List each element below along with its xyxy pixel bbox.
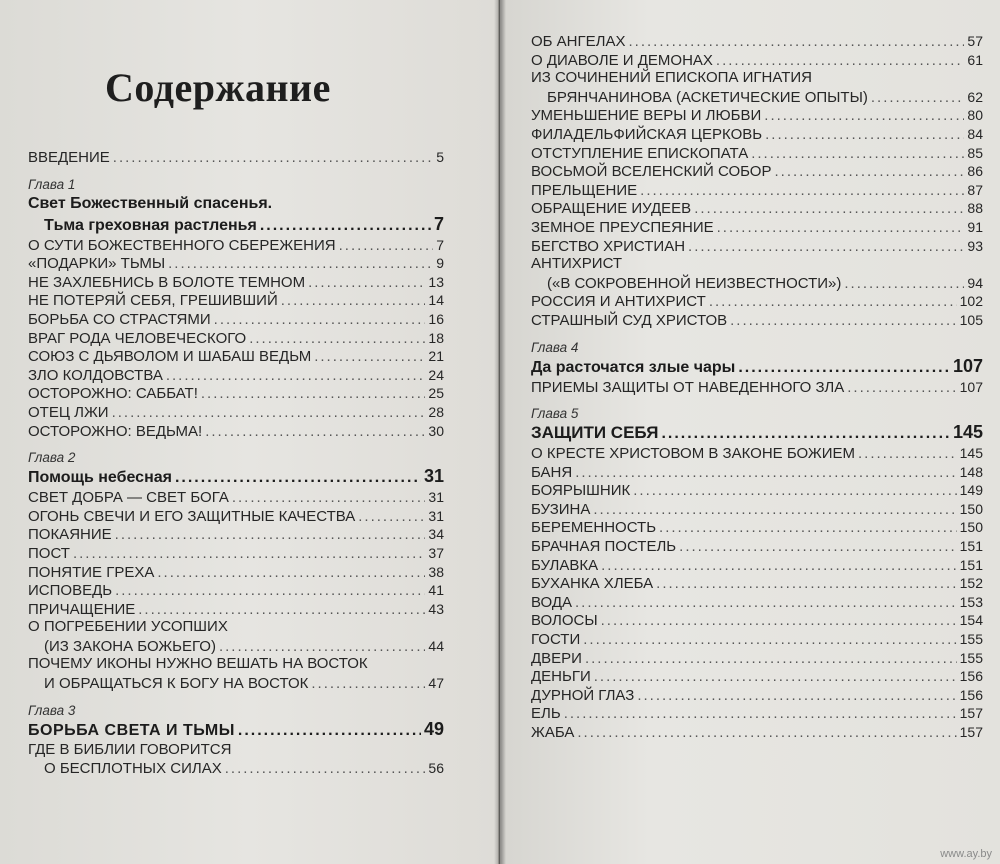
toc-label: ОТСТУПЛЕНИЕ ЕПИСКОПАТА — [531, 144, 749, 162]
leader-dots — [688, 238, 964, 257]
toc-page-number: 153 — [959, 593, 983, 610]
toc-page-number: 44 — [428, 637, 444, 654]
toc-page-number: 31 — [428, 489, 444, 506]
chapter-page-number: 145 — [952, 422, 983, 443]
leader-dots — [717, 219, 965, 238]
leader-dots — [764, 107, 964, 126]
toc-entry[interactable] — [531, 51, 983, 70]
toc-entry[interactable] — [28, 329, 444, 348]
chapter-heading: Глава 5 — [531, 406, 579, 422]
leader-dots — [358, 508, 425, 527]
leader-dots — [637, 687, 956, 706]
toc-label: ОБ АНГЕЛАХ — [531, 33, 626, 50]
toc-entry[interactable] — [531, 162, 983, 181]
toc-label: О ПОГРЕБЕНИИ УСОПШИХ — [28, 618, 228, 636]
toc-label: ПРЕЛЬЩЕНИЕ — [531, 181, 638, 199]
leader-dots — [847, 379, 956, 398]
toc-page-number: 41 — [428, 582, 444, 599]
toc-page-number: 105 — [959, 311, 983, 328]
leader-dots — [661, 423, 950, 444]
toc-entry[interactable] — [28, 384, 444, 403]
leader-dots — [694, 200, 964, 219]
toc-label: ЖАБА — [531, 724, 575, 741]
toc-page-number: 157 — [959, 724, 983, 740]
chapter-title-row[interactable] — [28, 719, 444, 741]
toc-label: ФИЛАДЕЛЬФИЙСКАЯ ЦЕРКОВЬ — [531, 125, 763, 143]
leader-dots — [232, 489, 426, 508]
toc-page-number: 148 — [959, 463, 983, 480]
toc-page-number: 21 — [428, 348, 444, 365]
leader-dots — [73, 545, 425, 564]
leader-dots — [168, 255, 433, 274]
chapter-title-row[interactable] — [28, 466, 444, 488]
toc-page-number: 16 — [428, 310, 444, 327]
toc-label: БУЗИНА — [531, 500, 591, 518]
toc-page-number: 9 — [436, 255, 444, 272]
chapter-title: БОРЬБА СВЕТА И ТЬМЫ — [28, 721, 235, 739]
toc-page-number: 25 — [428, 385, 444, 402]
toc-label: ВВЕДЕНИЕ — [28, 149, 110, 166]
toc-page-number: 28 — [428, 403, 444, 420]
leader-dots — [594, 668, 957, 687]
toc-entry[interactable] — [28, 581, 444, 600]
toc-page-number: 154 — [959, 612, 983, 629]
toc-page-number: 151 — [959, 538, 983, 555]
toc-label: ЗЕМНОЕ ПРЕУСПЕЯНИЕ — [531, 218, 714, 236]
chapter-title: Помощь небесная — [28, 469, 172, 487]
toc-label: ОБРАЩЕНИЕ ИУДЕЕВ — [531, 200, 692, 218]
toc-entry[interactable] — [28, 422, 444, 441]
toc-label: ДУРНОЙ ГЛАЗ — [531, 686, 635, 704]
chapter-page-number: 107 — [952, 355, 983, 376]
toc-page-number: 150 — [959, 500, 983, 517]
toc-entry[interactable] — [28, 525, 444, 544]
toc-label: СТРАШНЫЙ СУД ХРИСТОВ — [531, 311, 728, 329]
toc-label: БОРЬБА СО СТРАСТЯМИ — [28, 310, 211, 328]
toc-entry[interactable] — [531, 574, 983, 593]
leader-dots — [716, 52, 965, 71]
toc-label: (ИЗ ЗАКОНА БОЖЬЕГО) — [44, 637, 216, 655]
toc-page-number: 156 — [959, 686, 983, 703]
leader-dots — [656, 575, 956, 594]
toc-label: ВОЛОСЫ — [531, 612, 598, 630]
leader-dots — [214, 311, 426, 330]
leader-dots — [339, 237, 434, 256]
toc-entry[interactable] — [28, 507, 444, 526]
toc-entry-intro[interactable] — [28, 148, 444, 167]
toc-page-number: 38 — [428, 563, 444, 580]
toc-entry[interactable] — [531, 649, 983, 668]
toc-page-number: 156 — [959, 668, 983, 685]
right-page — [500, 0, 1000, 864]
toc-label: ПОЧЕМУ ИКОНЫ НУЖНО ВЕШАТЬ НА ВОСТОК — [28, 655, 368, 673]
toc-page-number: 61 — [967, 51, 983, 68]
leader-dots — [175, 467, 421, 488]
toc-page-number: 145 — [959, 445, 983, 462]
toc-page-number: 91 — [967, 218, 983, 235]
toc-entry[interactable] — [531, 556, 983, 575]
toc-right — [531, 32, 983, 742]
toc-entry[interactable] — [531, 481, 983, 500]
toc-label: СОЮЗ С ДЬЯВОЛОМ И ШАБАШ ВЕДЬМ — [28, 348, 312, 366]
chapter-title[interactable]: Свет Божественный спасенья. — [28, 194, 273, 212]
toc-page-number: 30 — [428, 422, 444, 439]
toc-label: НЕ ПОТЕРЯЙ СЕБЯ, ГРЕШИВШИЙ — [28, 292, 278, 310]
toc-entry[interactable] — [28, 366, 444, 385]
toc-label: ПОНЯТИЕ ГРЕХА — [28, 563, 155, 581]
toc-entry[interactable] — [531, 32, 983, 51]
leader-dots — [249, 330, 425, 349]
toc-entry[interactable] — [531, 500, 983, 519]
toc-label: ОТЕЦ ЛЖИ — [28, 403, 109, 421]
leader-dots — [112, 404, 426, 423]
toc-entry[interactable] — [28, 291, 444, 310]
toc-page-number: 62 — [967, 88, 983, 105]
toc-entry[interactable] — [531, 537, 983, 556]
toc-label: ВОСЬМОЙ ВСЕЛЕНСКИЙ СОБОР — [531, 163, 772, 181]
toc-label: ВРАГ РОДА ЧЕЛОВЕЧЕСКОГО — [28, 329, 247, 347]
leader-dots — [564, 705, 957, 724]
toc-entry-line1[interactable] — [531, 69, 983, 88]
leader-dots — [601, 612, 957, 631]
leader-dots — [157, 564, 425, 583]
toc-page-number: 47 — [428, 675, 444, 692]
chapter-title-row[interactable] — [531, 422, 983, 444]
toc-label: БУЛАВКА — [531, 556, 599, 574]
toc-page-number: 85 — [967, 144, 983, 161]
toc-label: ВОДА — [531, 593, 573, 611]
leader-dots — [575, 464, 956, 483]
toc-label: БЕГСТВО ХРИСТИАН — [531, 237, 686, 255]
toc-label: ЗЛО КОЛДОВСТВА — [28, 366, 163, 384]
leader-dots — [751, 145, 964, 164]
toc-left — [28, 148, 444, 778]
toc-page-number: 24 — [428, 366, 444, 383]
toc-page-number: 14 — [428, 292, 444, 309]
toc-entry-line1[interactable] — [531, 255, 983, 274]
toc-label: РОССИЯ И АНТИХРИСТ — [531, 293, 706, 311]
toc-label: ПРИЧАЩЕНИЕ — [28, 600, 136, 618]
toc-label: О КРЕСТЕ ХРИСТОВОМ В ЗАКОНЕ БОЖИЕМ — [531, 445, 855, 463]
toc-page-number: 86 — [967, 163, 983, 180]
toc-label: ДВЕРИ — [531, 649, 582, 667]
toc-page-number: 157 — [959, 705, 983, 722]
toc-page-number: 43 — [428, 600, 444, 617]
toc-label: ОСТОРОЖНО: САББАТ! — [28, 385, 198, 403]
toc-entry-line2[interactable] — [28, 637, 444, 656]
leader-dots — [730, 312, 957, 331]
toc-label: БОЯРЫШНИК — [531, 482, 631, 500]
toc-page-number: 94 — [967, 274, 983, 291]
toc-label: О СУТИ БОЖЕСТВЕННОГО СБЕРЕЖЕНИЯ — [28, 236, 336, 254]
toc-label: ГДЕ В БИБЛИИ ГОВОРИТСЯ — [28, 740, 232, 758]
leader-dots — [113, 149, 433, 168]
chapter-title: Тьма греховная растленья — [44, 216, 257, 234]
toc-label: («В СОКРОВЕННОЙ НЕИЗВЕСТНОСТИ») — [547, 274, 842, 292]
toc-page-number: 87 — [967, 181, 983, 198]
toc-label: «ПОДАРКИ» ТЬМЫ — [28, 255, 166, 273]
leader-dots — [593, 501, 956, 520]
toc-entry[interactable] — [531, 723, 983, 742]
toc-page-number: 31 — [428, 507, 444, 524]
leader-dots — [583, 631, 956, 650]
toc-entry[interactable] — [531, 611, 983, 630]
toc-entry[interactable] — [28, 563, 444, 582]
toc-label: ОСТОРОЖНО: ВЕДЬМА! — [28, 422, 203, 440]
toc-entry-line1[interactable] — [28, 655, 444, 674]
leader-dots — [205, 423, 425, 442]
toc-label: ПРИЕМЫ ЗАЩИТЫ ОТ НАВЕДЕННОГО ЗЛА — [531, 378, 845, 396]
chapter-title-row[interactable] — [28, 214, 444, 236]
toc-entry[interactable] — [531, 463, 983, 482]
toc-page-number: 149 — [959, 482, 983, 499]
toc-entry[interactable] — [531, 106, 983, 125]
chapter-heading: Глава 2 — [28, 450, 76, 466]
toc-entry[interactable] — [531, 704, 983, 723]
toc-page-number: 151 — [959, 556, 983, 573]
leader-dots — [601, 557, 957, 576]
leader-dots — [640, 182, 964, 201]
toc-entry[interactable] — [531, 378, 983, 397]
toc-entry[interactable] — [531, 237, 983, 256]
leader-dots — [765, 126, 964, 145]
toc-entry[interactable] — [531, 218, 983, 237]
toc-entry[interactable] — [531, 630, 983, 649]
toc-label: УМЕНЬШЕНИЕ ВЕРЫ И ЛЮБВИ — [531, 107, 762, 125]
toc-label: СВЕТ ДОБРА — СВЕТ БОГА — [28, 489, 229, 507]
toc-page-number: 88 — [967, 200, 983, 217]
toc-label: ГОСТИ — [531, 631, 581, 649]
toc-entry[interactable] — [28, 600, 444, 619]
chapter-page-number: 49 — [423, 718, 444, 739]
leader-dots — [166, 367, 426, 386]
toc-label: ПОСТ — [28, 544, 70, 562]
toc-entry-line2[interactable] — [531, 88, 983, 107]
leader-dots — [225, 760, 426, 779]
toc-entry[interactable] — [531, 667, 983, 686]
toc-label: ПОКАЯНИЕ — [28, 526, 112, 544]
chapter-heading: Глава 4 — [531, 339, 579, 355]
toc-entry[interactable] — [28, 273, 444, 292]
toc-entry[interactable] — [531, 311, 983, 330]
leader-dots — [138, 601, 425, 620]
leader-dots — [679, 538, 956, 557]
toc-label: ИСПОВЕДЬ — [28, 582, 113, 600]
leader-dots — [314, 348, 425, 367]
leader-dots — [577, 724, 956, 743]
toc-label: О БЕСПЛОТНЫХ СИЛАХ — [44, 760, 222, 778]
toc-page-number: 80 — [967, 107, 983, 124]
toc-page-number: 107 — [959, 378, 983, 395]
toc-entry-line1[interactable] — [28, 618, 444, 637]
book-gutter — [494, 0, 506, 864]
leader-dots — [585, 650, 957, 669]
toc-page-number: 18 — [428, 329, 444, 346]
chapter-title: Да расточатся злые чары — [531, 358, 736, 376]
toc-page-number: 102 — [959, 293, 983, 310]
toc-page-number: 93 — [967, 237, 983, 254]
toc-page-number: 155 — [959, 649, 983, 666]
toc-page-number: 152 — [959, 575, 983, 592]
toc-entry[interactable] — [531, 444, 983, 463]
leader-dots — [858, 445, 957, 464]
toc-label: НЕ ЗАХЛЕБНИСЬ В БОЛОТЕ ТЕМНОМ — [28, 273, 306, 291]
toc-page-number: 155 — [959, 631, 983, 648]
toc-page-number: 13 — [428, 273, 444, 290]
leader-dots — [633, 482, 956, 501]
toc-page-number: 57 — [967, 33, 983, 49]
toc-entry-line2[interactable] — [28, 759, 444, 778]
toc-page-number: 34 — [428, 526, 444, 543]
toc-entry[interactable] — [531, 125, 983, 144]
toc-entry[interactable] — [531, 199, 983, 218]
toc-entry[interactable] — [28, 236, 444, 255]
toc-entry[interactable] — [531, 181, 983, 200]
toc-label: ОГОНЬ СВЕЧИ И ЕГО ЗАЩИТНЫЕ КАЧЕСТВА — [28, 507, 356, 525]
toc-entry[interactable] — [28, 310, 444, 329]
toc-entry[interactable] — [28, 544, 444, 563]
toc-entry[interactable] — [28, 254, 444, 273]
leader-dots — [308, 274, 425, 293]
leader-dots — [659, 519, 957, 538]
toc-entry[interactable] — [28, 347, 444, 366]
toc-label: БРАЧНАЯ ПОСТЕЛЬ — [531, 538, 677, 556]
chapter-heading: Глава 3 — [28, 702, 76, 718]
toc-page-number: 84 — [967, 125, 983, 142]
leader-dots — [201, 385, 426, 404]
leader-dots — [844, 275, 964, 294]
leader-dots — [629, 33, 965, 52]
toc-label: И ОБРАЩАТЬСЯ К БОГУ НА ВОСТОК — [44, 675, 309, 693]
toc-page-number: 150 — [959, 519, 983, 536]
toc-page-number: 5 — [436, 149, 444, 165]
leader-dots — [774, 163, 964, 182]
toc-entry-line2[interactable] — [531, 274, 983, 293]
leader-dots — [311, 675, 425, 694]
toc-entry[interactable] — [531, 292, 983, 311]
leader-dots — [260, 215, 431, 236]
leader-dots — [575, 594, 957, 613]
leader-dots — [115, 582, 425, 601]
toc-label: БРЯНЧАНИНОВА (АСКЕТИЧЕСКИЕ ОПЫТЫ) — [547, 88, 868, 106]
toc-label: БЕРЕМЕННОСТЬ — [531, 519, 657, 537]
toc-entry[interactable] — [531, 144, 983, 163]
toc-entry[interactable] — [531, 593, 983, 612]
leader-dots — [238, 720, 421, 741]
chapter-page-number: 7 — [433, 213, 444, 234]
toc-entry[interactable] — [531, 686, 983, 705]
toc-label: ИЗ СОЧИНЕНИЙ ЕПИСКОПА ИГНАТИЯ — [531, 69, 812, 87]
chapter-page-number: 31 — [423, 466, 444, 487]
toc-label: ЕЛЬ — [531, 705, 561, 723]
leader-dots — [738, 357, 950, 378]
toc-label: О ДИАВОЛЕ И ДЕМОНАХ — [531, 51, 713, 69]
chapter-heading: Глава 1 — [28, 176, 76, 192]
left-page — [0, 0, 499, 864]
toc-label: ДЕНЬГИ — [531, 668, 591, 686]
leader-dots — [281, 292, 426, 311]
toc-entry-line1[interactable] — [28, 741, 444, 760]
toc-entry[interactable] — [28, 403, 444, 422]
toc-page-number: 7 — [436, 236, 444, 253]
leader-dots — [219, 638, 425, 657]
leader-dots — [115, 526, 426, 545]
leader-dots — [871, 89, 965, 108]
leader-dots — [709, 293, 957, 312]
toc-page-number: 37 — [428, 544, 444, 561]
chapter-title: ЗАЩИТИ СЕБЯ — [531, 423, 659, 443]
toc-page-number: 56 — [428, 760, 444, 777]
page-title: Содержание — [105, 65, 331, 110]
watermark: www.ay.by — [940, 848, 992, 860]
toc-label: БАНЯ — [531, 463, 573, 481]
chapter-title-row[interactable] — [531, 356, 983, 378]
toc-entry[interactable] — [531, 518, 983, 537]
toc-label: АНТИХРИСТ — [531, 255, 623, 273]
toc-label: БУХАНКА ХЛЕБА — [531, 575, 654, 593]
toc-entry[interactable] — [28, 488, 444, 507]
toc-entry-line2[interactable] — [28, 674, 444, 693]
